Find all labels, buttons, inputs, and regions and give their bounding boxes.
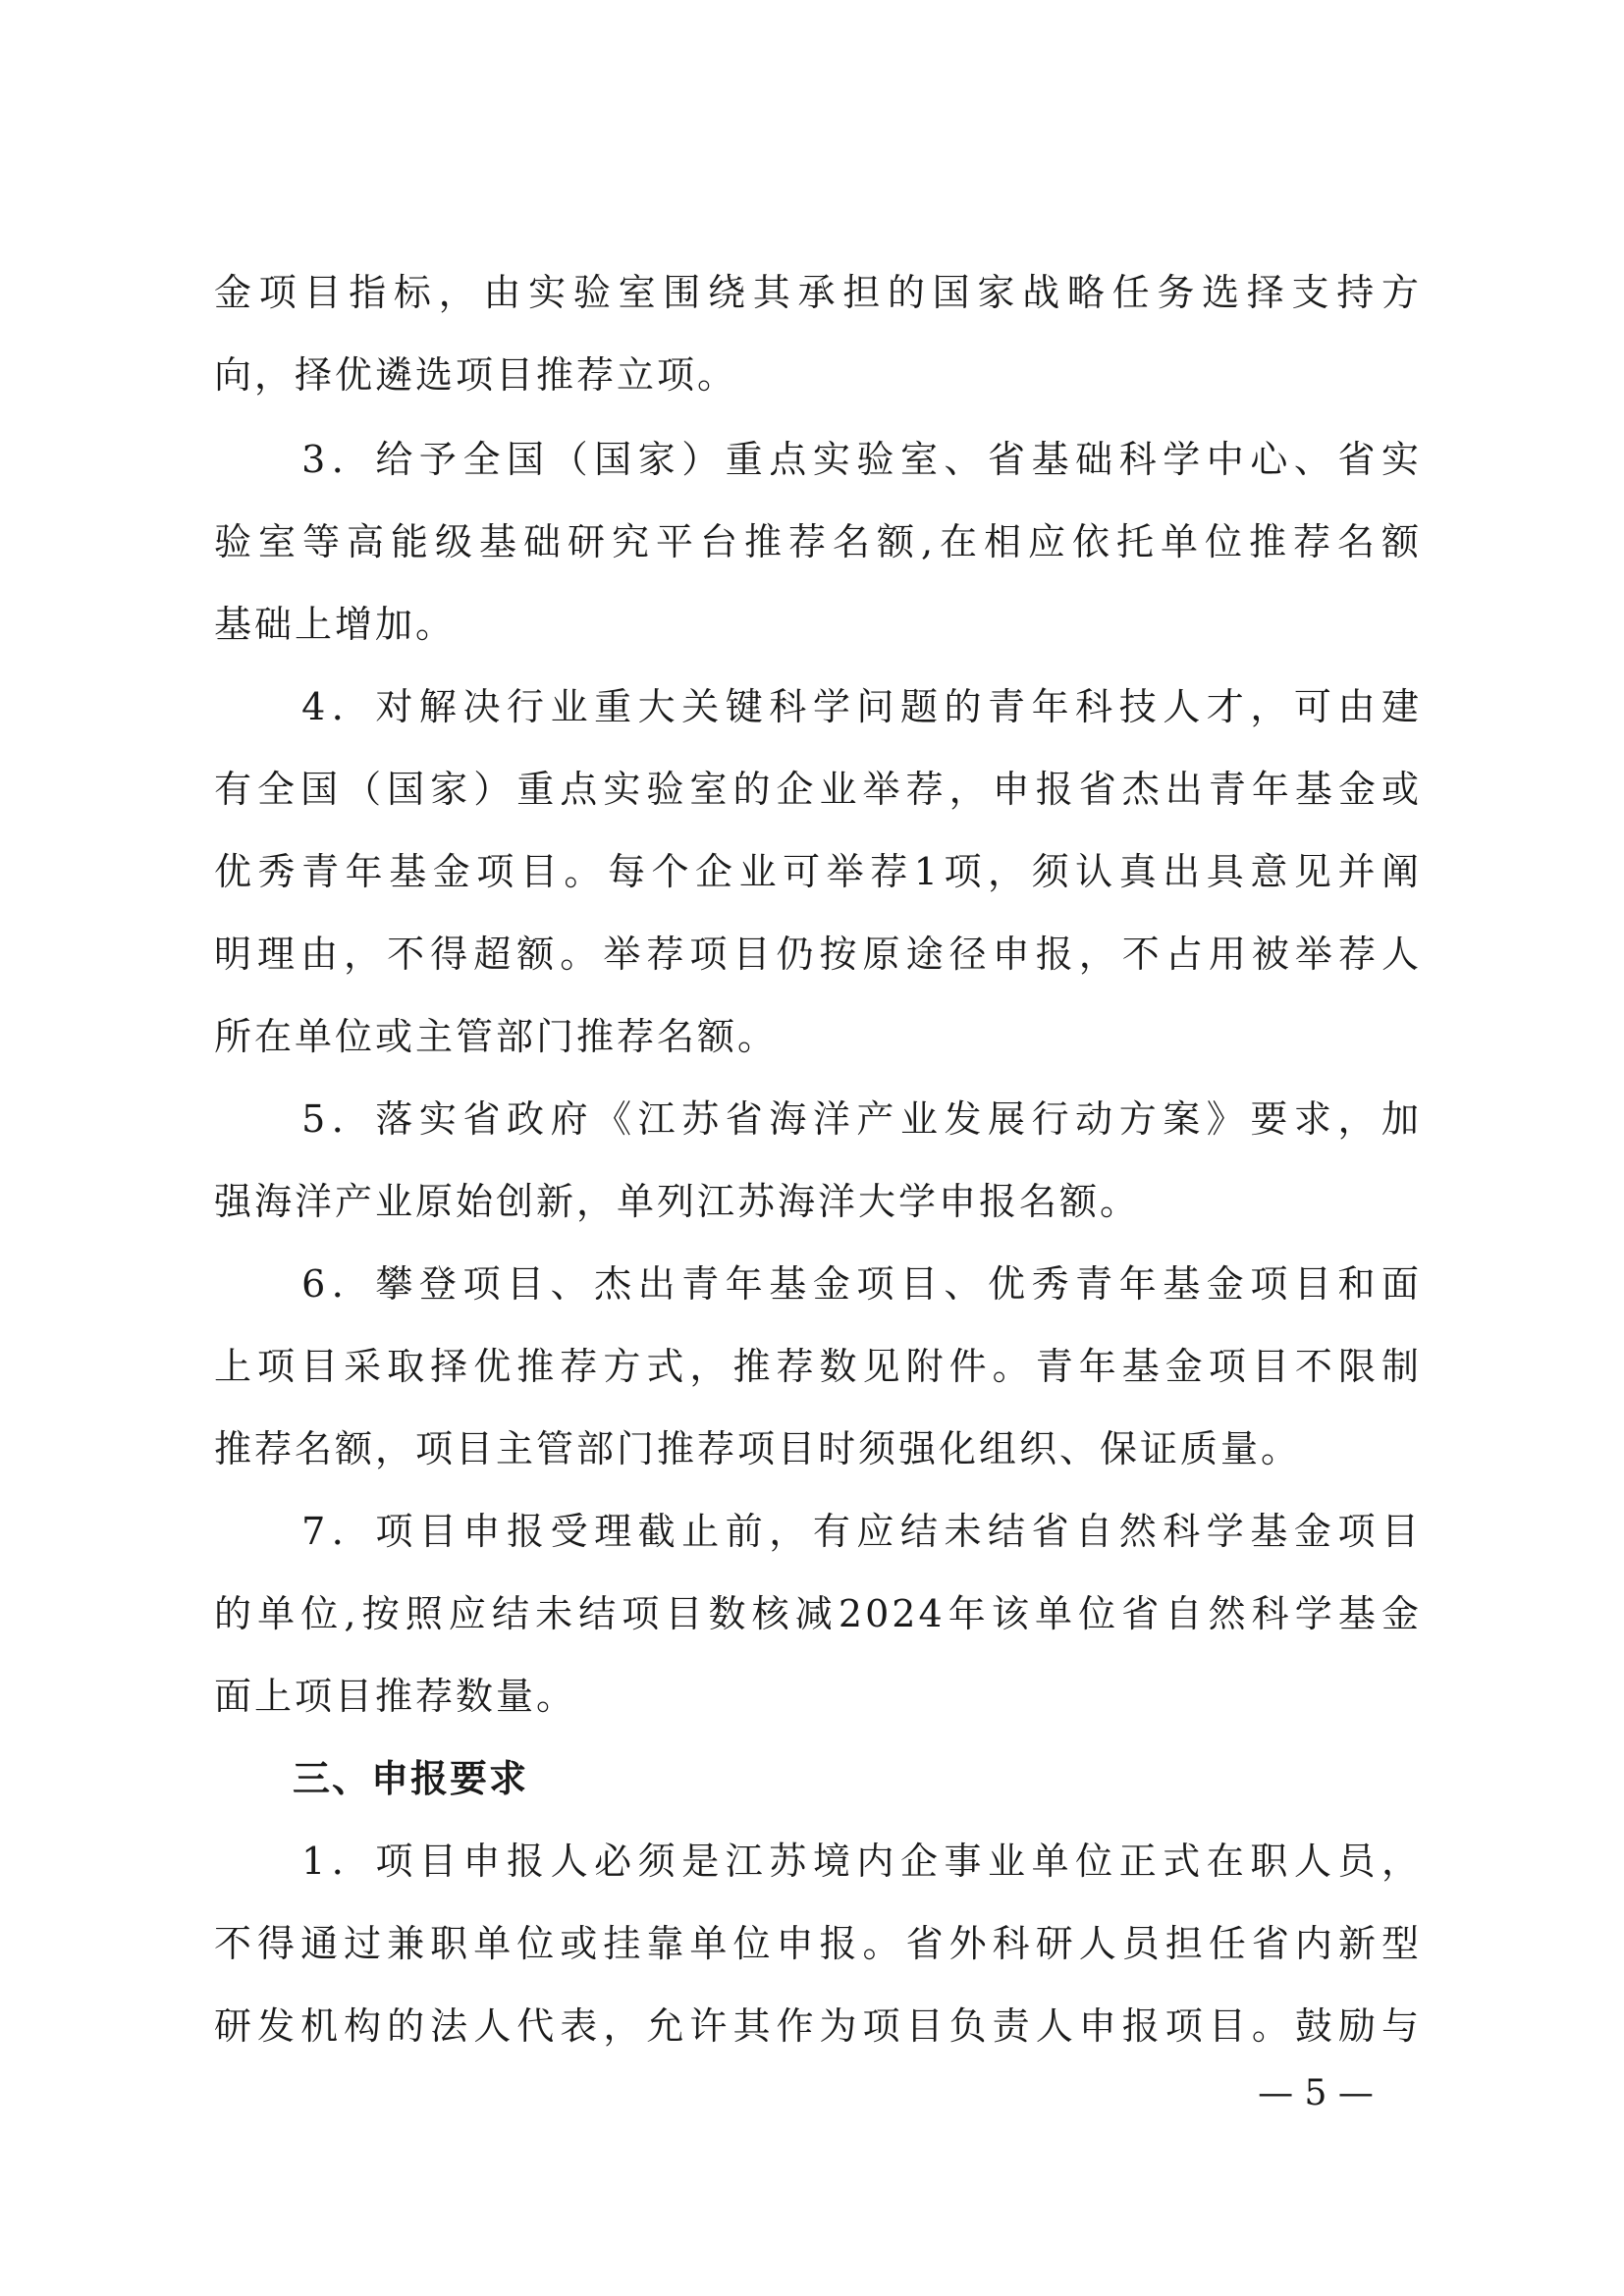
text-line-20: 1．项目申报人必须是江苏境内企事业单位正式在职人员， <box>214 1840 1422 1883</box>
text-line-9: 明理由，不得超额。举荐项目仍按原途径申报，不占用被举荐人 <box>214 933 1422 976</box>
text-line-4: 验室等高能级基础研究平台推荐名额,在相应依托单位推荐名额 <box>214 520 1422 563</box>
page-number: — 5 — <box>1258 2073 1374 2113</box>
text-line-11: 5．落实省政府《江苏省海洋产业发展行动方案》要求，加 <box>214 1097 1422 1141</box>
text-line-8: 优秀青年基金项目。每个企业可举荐1项，须认真出具意见并阐 <box>214 850 1422 893</box>
text-line-16: 7．项目申报受理截止前，有应结未结省自然科学基金项目 <box>214 1510 1422 1553</box>
text-line-2: 向，择优遴选项目推荐立项。 <box>214 353 738 397</box>
text-line-3: 3．给予全国（国家）重点实验室、省基础科学中心、省实 <box>214 438 1422 481</box>
text-line-21: 不得通过兼职单位或挂靠单位申报。省外科研人员担任省内新型 <box>214 1922 1422 1965</box>
text-line-1: 金项目指标，由实验室围绕其承担的国家战略任务选择支持方 <box>214 271 1422 314</box>
text-line-22: 研发机构的法人代表，允许其作为项目负责人申报项目。鼓励与 <box>214 2004 1422 2048</box>
text-line-15: 推荐名额，项目主管部门推荐项目时须强化组织、保证质量。 <box>214 1427 1302 1470</box>
text-line-5: 基础上增加。 <box>214 603 457 646</box>
text-line-14: 上项目采取择优推荐方式，推荐数见附件。青年基金项目不限制 <box>214 1345 1422 1388</box>
text-line-6: 4．对解决行业重大关键科学问题的青年科技人才，可由建 <box>214 685 1422 728</box>
text-line-7: 有全国（国家）重点实验室的企业举荐，申报省杰出青年基金或 <box>214 768 1422 811</box>
text-line-17: 的单位,按照应结未结项目数核减2024年该单位省自然科学基金 <box>214 1592 1422 1635</box>
text-line-12: 强海洋产业原始创新，单列江苏海洋大学申报名额。 <box>214 1180 1141 1223</box>
text-line-13: 6．攀登项目、杰出青年基金项目、优秀青年基金项目和面 <box>214 1262 1422 1306</box>
text-line-10: 所在单位或主管部门推荐名额。 <box>214 1015 779 1058</box>
section-heading: 三、申报要求 <box>214 1757 529 1800</box>
text-line-18: 面上项目推荐数量。 <box>214 1675 577 1718</box>
